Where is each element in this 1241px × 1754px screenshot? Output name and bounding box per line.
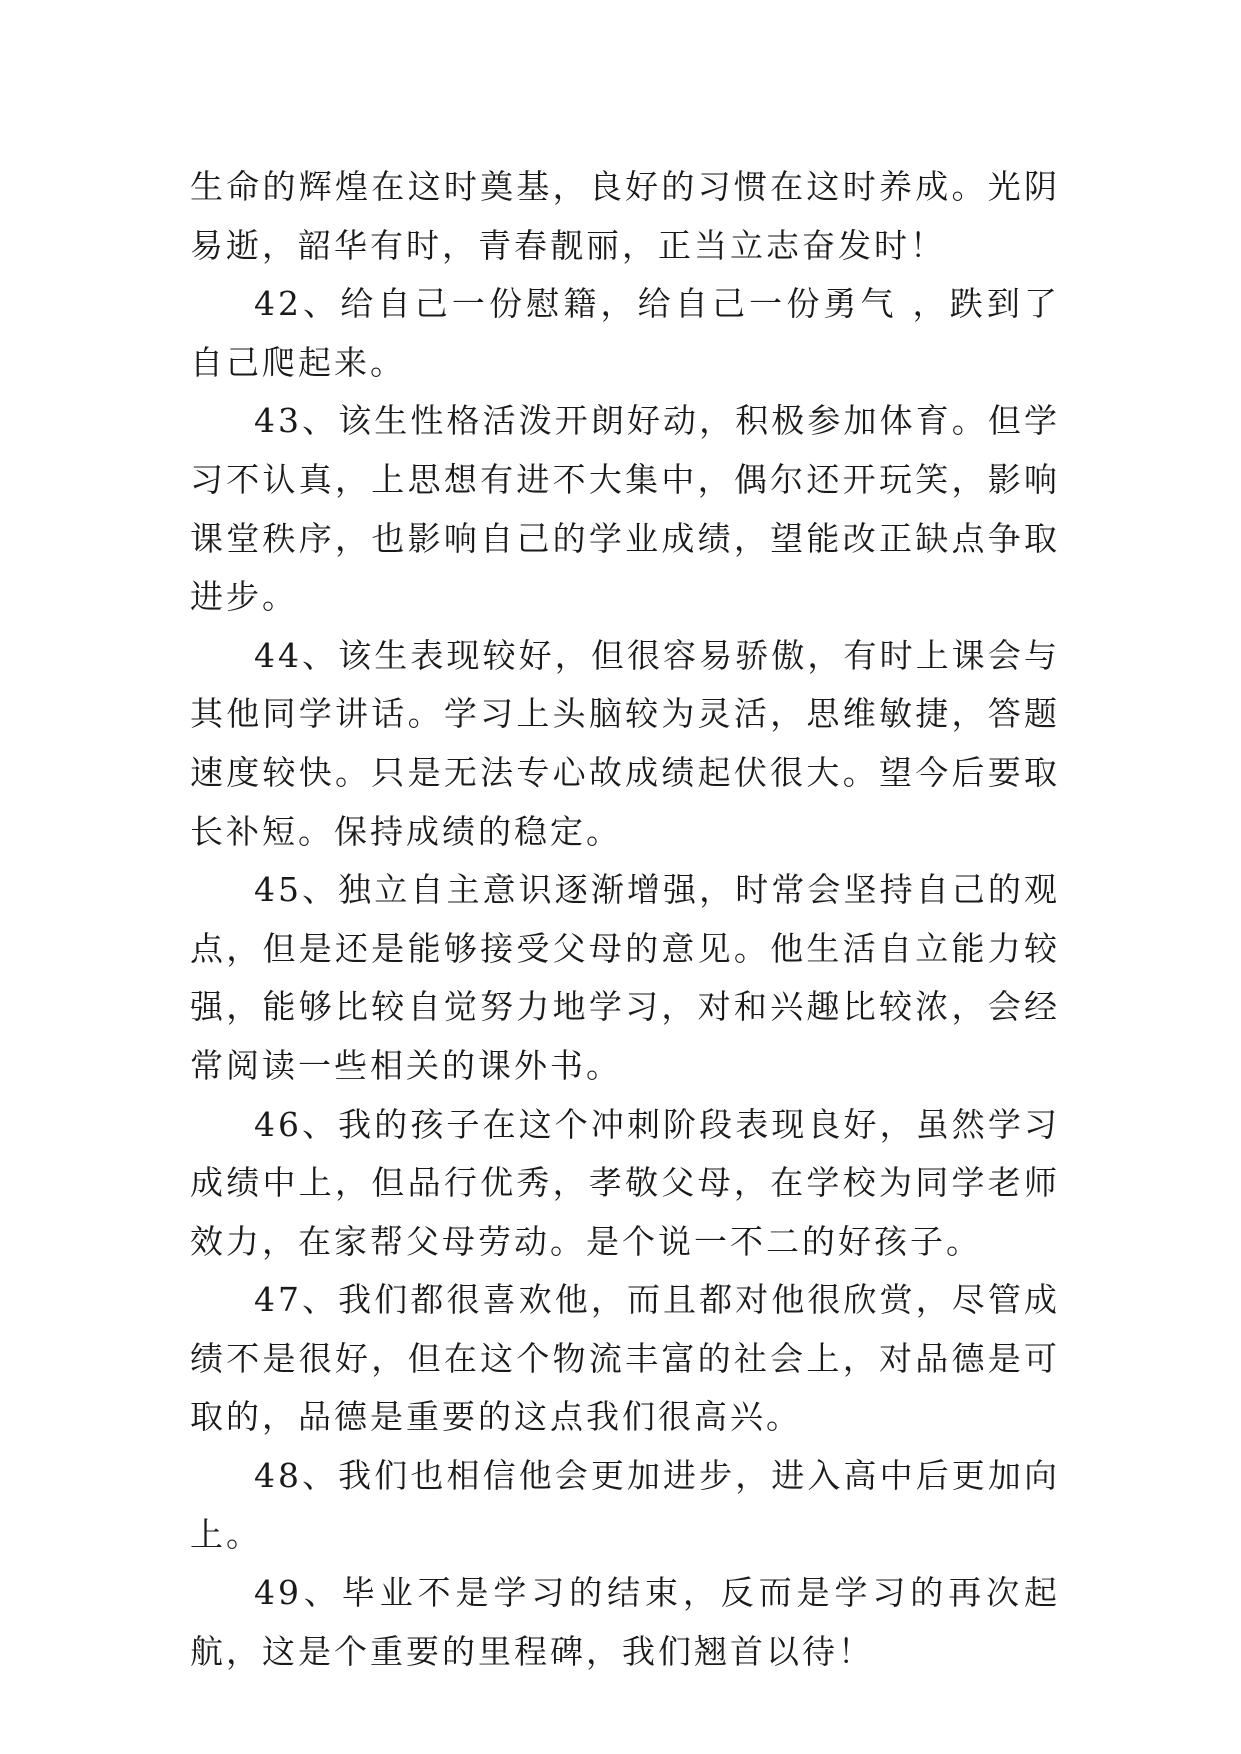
paragraph-intro: 生命的辉煌在这时奠基，良好的习惯在这时养成。光阴易逝，韶华有时，青春靓丽，正当立志奋发时！ bbox=[190, 167, 1060, 265]
paragraph-47: 47、我们都很喜欢他，而且都对他很欣赏，尽管成绩不是很好，但在这个物流丰富的社会上，对品德是可取的，品德是重要的这点我们很高兴。 bbox=[190, 1280, 1060, 1437]
paragraph-43: 43、该生性格活泼开朗好动，积极参加体育。但学习不认真，上思想有进不大集中，偶尔还开玩笑，影响课堂秩序，也影响自己的学业成绩，望能改正缺点争取进步。 bbox=[190, 401, 1060, 617]
paragraph-48: 48、我们也相信他会更加进步，进入高中后更加向上。 bbox=[190, 1456, 1060, 1554]
paragraph-42: 42、给自己一份慰籍，给自己一份勇气 ，跌到了自己爬起来。 bbox=[190, 284, 1060, 382]
paragraph-45: 45、独立自主意识逐渐增强，时常会坚持自己的观点，但是还是能够接受父母的意见。他生活自立能力较强，能够比较自觉努力地学习，对和兴趣比较浓，会经常阅读一些相关的课外书。 bbox=[190, 870, 1060, 1085]
paragraph-49: 49、毕业不是学习的结束，反而是学习的再次起航，这是个重要的里程碑，我们翘首以待！ bbox=[190, 1573, 1060, 1671]
paragraph-44: 44、该生表现较好，但很容易骄傲，有时上课会与其他同学讲话。学习上头脑较为灵活，思维敏捷，答题速度较快。只是无法专心故成绩起伏很大。望今后要取长补短。保持成绩的稳定。 bbox=[190, 635, 1060, 851]
document-body bbox=[190, 158, 1060, 1681]
paragraph-46: 46、我的孩子在这个冲刺阶段表现良好，虽然学习成绩中上，但品行优秀，孝敬父母，在学校为同学老师效力，在家帮父母劳动。是个说一不二的好孩子。 bbox=[190, 1104, 1060, 1261]
